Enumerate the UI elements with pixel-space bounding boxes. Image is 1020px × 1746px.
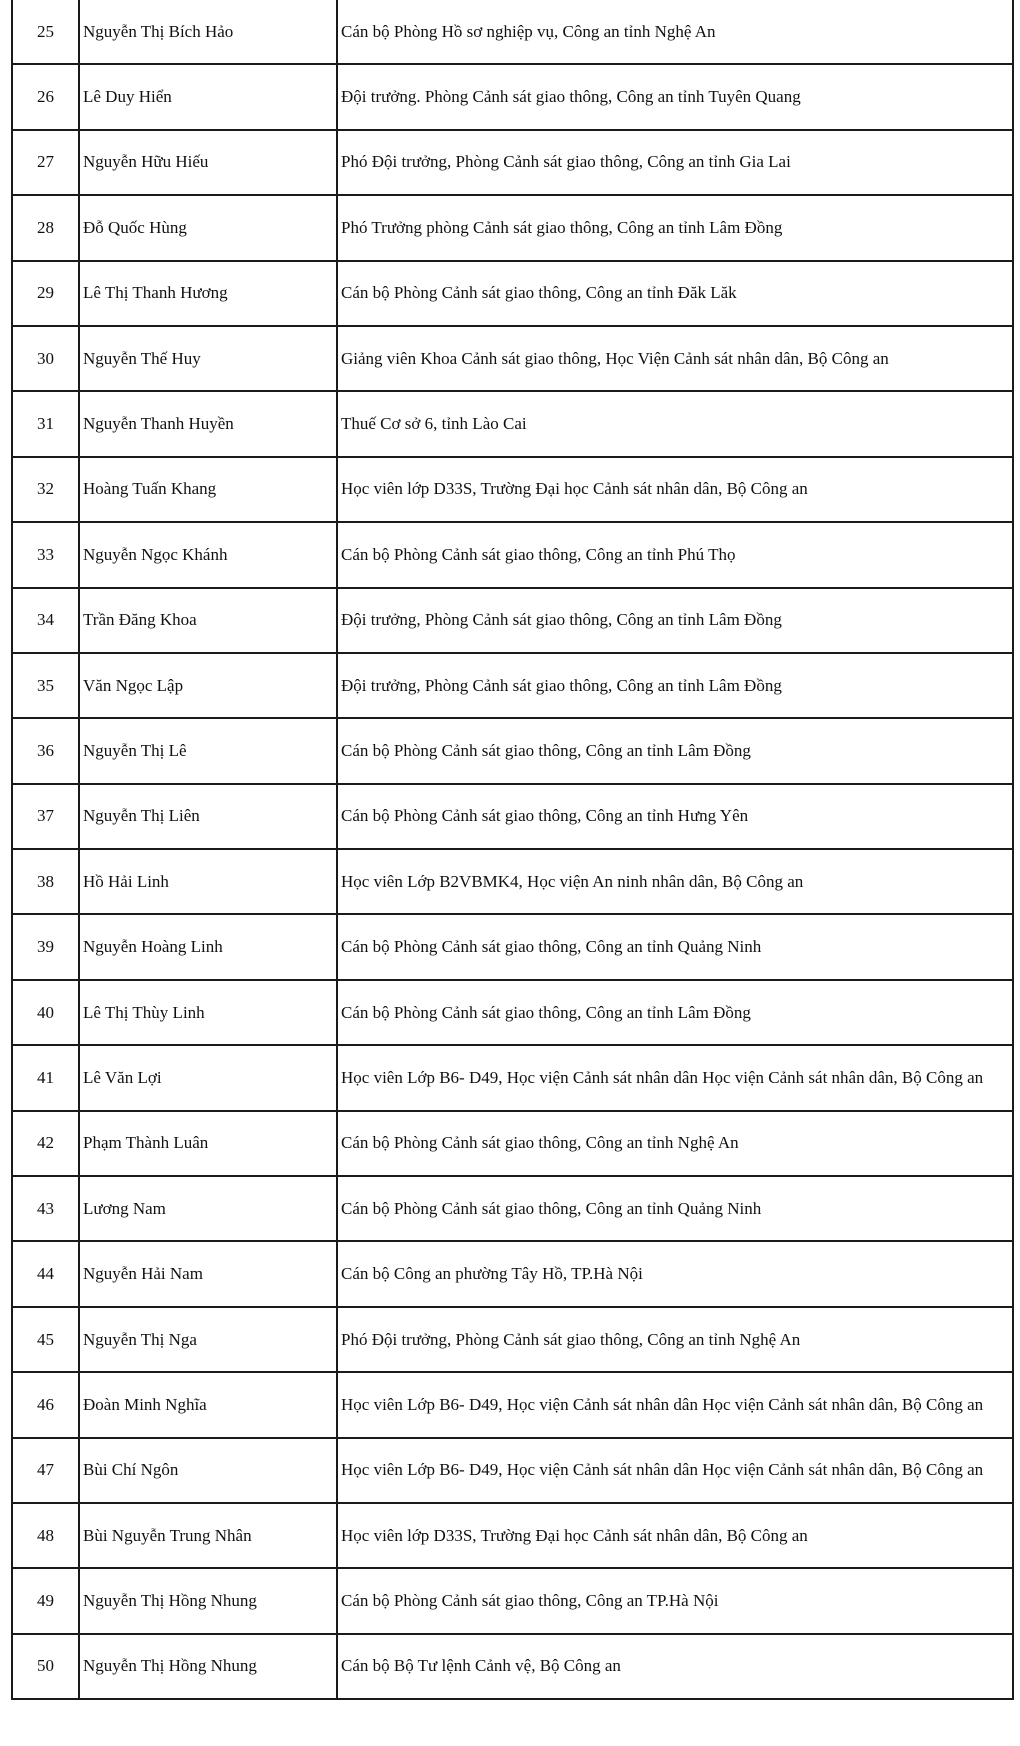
row-number: 32 [12,457,79,522]
row-number: 35 [12,653,79,718]
person-name: Hồ Hải Linh [79,849,337,914]
position-text: Cán bộ Phòng Cảnh sát giao thông, Công an tỉnh Lâm Đồng [337,980,1013,1045]
table-row [12,653,1013,718]
person-name: Nguyễn Thị Hồng Nhung [79,1568,337,1633]
table-row [12,1045,1013,1110]
position-text: Đội trưởng, Phòng Cảnh sát giao thông, Công an tỉnh Lâm Đồng [337,653,1013,718]
row-number: 44 [12,1241,79,1306]
row-number: 26 [12,64,79,129]
row-number: 37 [12,784,79,849]
person-name: Trần Đăng Khoa [79,588,337,653]
person-name: Hoàng Tuấn Khang [79,457,337,522]
position-text: Học viên Lớp B6- D49, Học viện Cảnh sát nhân dân Học viện Cảnh sát nhân dân, Bộ Công an [337,1438,1013,1503]
table-row [12,1111,1013,1176]
row-number: 43 [12,1176,79,1241]
table-row [12,1503,1013,1568]
row-number: 47 [12,1438,79,1503]
person-name: Bùi Chí Ngôn [79,1438,337,1503]
position-text: Thuế Cơ sở 6, tỉnh Lào Cai [337,391,1013,456]
table-row [12,0,1013,64]
position-text: Phó Trưởng phòng Cảnh sát giao thông, Công an tỉnh Lâm Đồng [337,195,1013,260]
row-number: 36 [12,718,79,783]
position-text: Cán bộ Bộ Tư lệnh Cảnh vệ, Bộ Công an [337,1634,1013,1699]
position-text: Cán bộ Phòng Cảnh sát giao thông, Công an tỉnh Quảng Ninh [337,914,1013,979]
personnel-table [11,0,1014,1700]
position-text: Giảng viên Khoa Cảnh sát giao thông, Học Viện Cảnh sát nhân dân, Bộ Công an [337,326,1013,391]
position-text: Học viên Lớp B6- D49, Học viện Cảnh sát nhân dân Học viện Cảnh sát nhân dân, Bộ Công an [337,1045,1013,1110]
person-name: Nguyễn Thị Nga [79,1307,337,1372]
person-name: Nguyễn Thị Lê [79,718,337,783]
table-row [12,1176,1013,1241]
person-name: Nguyễn Hải Nam [79,1241,337,1306]
position-text: Phó Đội trưởng, Phòng Cảnh sát giao thông, Công an tỉnh Nghệ An [337,1307,1013,1372]
position-text: Cán bộ Phòng Cảnh sát giao thông, Công an tỉnh Nghệ An [337,1111,1013,1176]
person-name: Bùi Nguyễn Trung Nhân [79,1503,337,1568]
table-row [12,1372,1013,1437]
position-text: Cán bộ Phòng Cảnh sát giao thông, Công an tỉnh Hưng Yên [337,784,1013,849]
row-number: 39 [12,914,79,979]
table-row [12,1438,1013,1503]
table-row [12,914,1013,979]
table-row [12,391,1013,456]
person-name: Nguyễn Thị Bích Hảo [79,0,337,64]
row-number: 49 [12,1568,79,1633]
person-name: Nguyễn Hữu Hiếu [79,130,337,195]
position-text: Cán bộ Phòng Cảnh sát giao thông, Công an tỉnh Lâm Đồng [337,718,1013,783]
table-row [12,588,1013,653]
row-number: 40 [12,980,79,1045]
position-text: Cán bộ Công an phường Tây Hồ, TP.Hà Nội [337,1241,1013,1306]
position-text: Cán bộ Phòng Cảnh sát giao thông, Công an tỉnh Phú Thọ [337,522,1013,587]
person-name: Lê Thị Thùy Linh [79,980,337,1045]
row-number: 33 [12,522,79,587]
row-number: 41 [12,1045,79,1110]
row-number: 46 [12,1372,79,1437]
row-number: 34 [12,588,79,653]
person-name: Lương Nam [79,1176,337,1241]
table-row [12,1634,1013,1699]
row-number: 30 [12,326,79,391]
table-row [12,849,1013,914]
table-row [12,64,1013,129]
table-row [12,522,1013,587]
row-number: 28 [12,195,79,260]
position-text: Cán bộ Phòng Cảnh sát giao thông, Công an tỉnh Đăk Lăk [337,261,1013,326]
position-text: Cán bộ Phòng Cảnh sát giao thông, Công an TP.Hà Nội [337,1568,1013,1633]
table-body [12,0,1013,1699]
position-text: Học viên Lớp B2VBMK4, Học viện An ninh nhân dân, Bộ Công an [337,849,1013,914]
position-text: Học viên lớp D33S, Trường Đại học Cảnh sát nhân dân, Bộ Công an [337,457,1013,522]
table-row [12,1241,1013,1306]
person-name: Nguyễn Ngọc Khánh [79,522,337,587]
person-name: Lê Duy Hiển [79,64,337,129]
table-row [12,784,1013,849]
position-text: Phó Đội trưởng, Phòng Cảnh sát giao thông, Công an tỉnh Gia Lai [337,130,1013,195]
position-text: Học viên lớp D33S, Trường Đại học Cảnh sát nhân dân, Bộ Công an [337,1503,1013,1568]
position-text: Đội trưởng, Phòng Cảnh sát giao thông, Công an tỉnh Lâm Đồng [337,588,1013,653]
person-name: Nguyễn Thị Liên [79,784,337,849]
table-row [12,1307,1013,1372]
table-row [12,980,1013,1045]
table-row [12,130,1013,195]
person-name: Nguyễn Hoàng Linh [79,914,337,979]
table-row [12,195,1013,260]
row-number: 45 [12,1307,79,1372]
row-number: 38 [12,849,79,914]
person-name: Đoàn Minh Nghĩa [79,1372,337,1437]
row-number: 50 [12,1634,79,1699]
row-number: 31 [12,391,79,456]
person-name: Lê Thị Thanh Hương [79,261,337,326]
position-text: Cán bộ Phòng Cảnh sát giao thông, Công an tỉnh Quảng Ninh [337,1176,1013,1241]
table-row [12,457,1013,522]
person-name: Phạm Thành Luân [79,1111,337,1176]
row-number: 25 [12,0,79,64]
row-number: 27 [12,130,79,195]
row-number: 42 [12,1111,79,1176]
table-row [12,326,1013,391]
table-row [12,1568,1013,1633]
person-name: Nguyễn Thanh Huyền [79,391,337,456]
person-name: Nguyễn Thị Hồng Nhung [79,1634,337,1699]
position-text: Cán bộ Phòng Hồ sơ nghiệp vụ, Công an tỉnh Nghệ An [337,0,1013,64]
person-name: Nguyễn Thế Huy [79,326,337,391]
row-number: 48 [12,1503,79,1568]
row-number: 29 [12,261,79,326]
person-name: Đỗ Quốc Hùng [79,195,337,260]
table-row [12,718,1013,783]
person-name: Lê Văn Lợi [79,1045,337,1110]
table-row [12,261,1013,326]
person-name: Văn Ngọc Lập [79,653,337,718]
position-text: Học viên Lớp B6- D49, Học viện Cảnh sát nhân dân Học viện Cảnh sát nhân dân, Bộ Công an [337,1372,1013,1437]
position-text: Đội trưởng. Phòng Cảnh sát giao thông, Công an tỉnh Tuyên Quang [337,64,1013,129]
